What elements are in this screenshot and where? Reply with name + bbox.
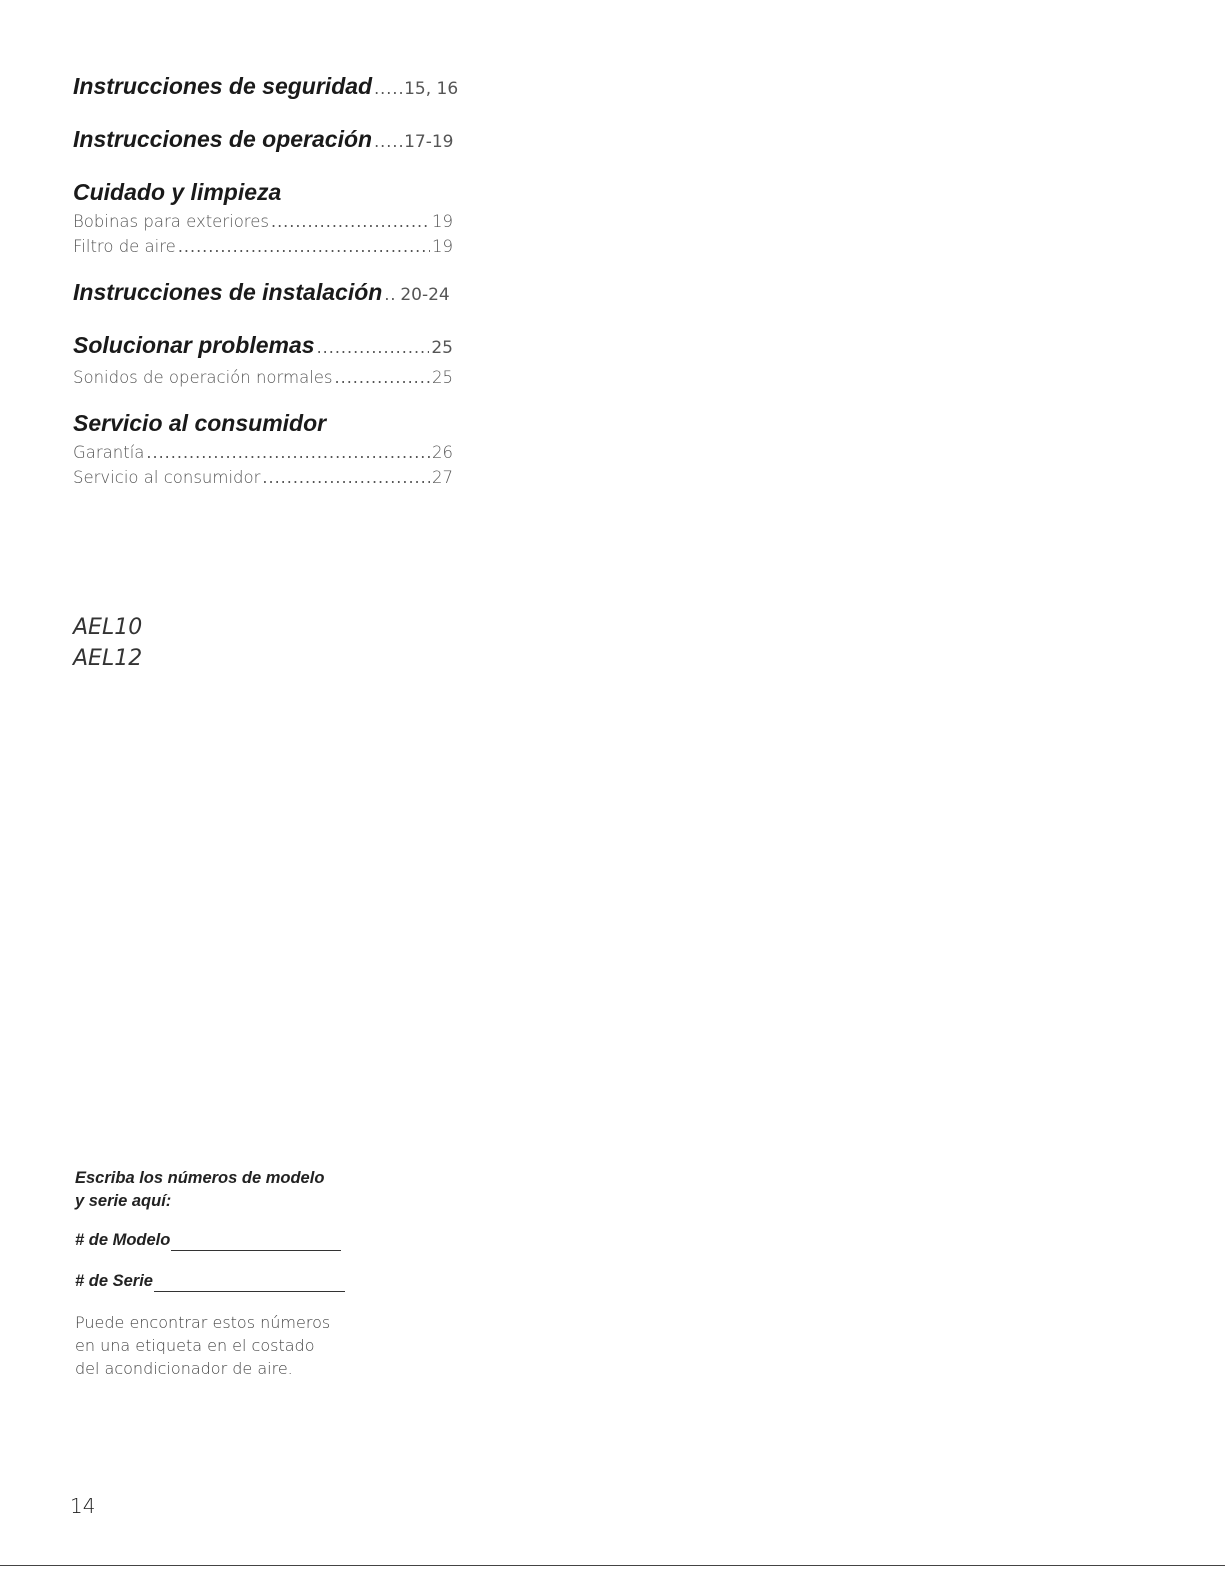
dot-leader bbox=[178, 234, 430, 259]
toc-entry-troubleshooting[interactable] bbox=[73, 329, 453, 365]
bottom-rule bbox=[0, 1565, 1225, 1566]
toc-section-troubleshooting bbox=[73, 329, 453, 390]
toc-heading-troubleshooting: Solucionar problemas bbox=[73, 332, 315, 358]
model-number-label: # de Modelo bbox=[75, 1231, 171, 1249]
record-note-line: del acondicionador de aire. bbox=[75, 1359, 293, 1378]
toc-item-consumer-service[interactable] bbox=[73, 465, 453, 490]
toc-item-page: 19 bbox=[432, 237, 453, 256]
toc-page-installation: 20-24 bbox=[400, 285, 450, 305]
toc-entry-installation[interactable] bbox=[73, 276, 453, 312]
toc-item-label: Sonidos de operación normales bbox=[73, 368, 333, 387]
table-of-contents bbox=[73, 70, 459, 507]
model-number: AEL12 bbox=[73, 646, 143, 671]
dot-leader bbox=[374, 125, 402, 158]
dot-leader bbox=[146, 440, 430, 465]
toc-section-consumer bbox=[73, 407, 453, 490]
toc-item-outdoor-coils[interactable] bbox=[73, 209, 453, 234]
toc-item-label: Filtro de aire bbox=[73, 237, 176, 256]
toc-item-label: Servicio al consumidor bbox=[73, 468, 261, 487]
dot-leader bbox=[271, 209, 430, 234]
toc-section-care bbox=[73, 176, 453, 259]
record-title-line: y serie aquí: bbox=[75, 1192, 172, 1210]
toc-item-air-filter[interactable] bbox=[73, 234, 453, 259]
serial-number-label: # de Serie bbox=[75, 1272, 153, 1290]
dot-leader bbox=[262, 465, 430, 490]
dot-leader bbox=[335, 365, 430, 390]
toc-heading-operation: Instrucciones de operación bbox=[73, 126, 373, 152]
model-number: AEL10 bbox=[73, 615, 143, 640]
toc-item-page: 25 bbox=[432, 368, 453, 387]
toc-heading-safety: Instrucciones de seguridad bbox=[73, 73, 373, 99]
toc-item-normal-sounds[interactable] bbox=[73, 365, 453, 390]
toc-item-warranty[interactable] bbox=[73, 440, 453, 465]
model-number-line[interactable] bbox=[171, 1232, 341, 1251]
dot-leader bbox=[384, 278, 398, 311]
record-title bbox=[75, 1167, 375, 1213]
toc-item-label: Garantía bbox=[73, 443, 145, 462]
toc-entry-operation[interactable] bbox=[73, 123, 453, 159]
toc-heading-installation: Instrucciones de instalación bbox=[73, 279, 383, 305]
serial-number-line[interactable] bbox=[154, 1273, 345, 1292]
dot-leader bbox=[374, 72, 402, 105]
record-title-line: Escriba los números de modelo bbox=[75, 1169, 325, 1187]
record-note-line: Puede encontrar estos números bbox=[75, 1313, 331, 1332]
model-number-field[interactable] bbox=[75, 1229, 375, 1251]
toc-section-operation bbox=[73, 123, 453, 159]
toc-section-installation bbox=[73, 276, 453, 312]
toc-page-operation: 17-19 bbox=[404, 132, 454, 152]
model-list bbox=[73, 612, 142, 674]
toc-section-safety bbox=[73, 70, 459, 106]
dot-leader bbox=[317, 331, 430, 364]
toc-page-troubleshooting: 25 bbox=[431, 338, 453, 358]
toc-heading-consumer: Servicio al consumidor bbox=[73, 410, 327, 436]
serial-number-field[interactable] bbox=[75, 1270, 375, 1292]
toc-heading-care: Cuidado y limpieza bbox=[73, 179, 282, 205]
toc-item-label: Bobinas para exteriores bbox=[73, 212, 269, 231]
toc-item-page: 26 bbox=[432, 443, 453, 462]
toc-item-page: 19 bbox=[432, 212, 453, 231]
toc-item-page: 27 bbox=[432, 468, 453, 487]
record-note bbox=[75, 1311, 375, 1380]
toc-page-safety: 15, 16 bbox=[404, 79, 459, 99]
toc-entry-safety[interactable] bbox=[73, 70, 459, 106]
model-serial-record bbox=[75, 1167, 375, 1380]
page-number: 14 bbox=[70, 1494, 96, 1518]
record-note-line: en una etiqueta en el costado bbox=[75, 1336, 315, 1355]
